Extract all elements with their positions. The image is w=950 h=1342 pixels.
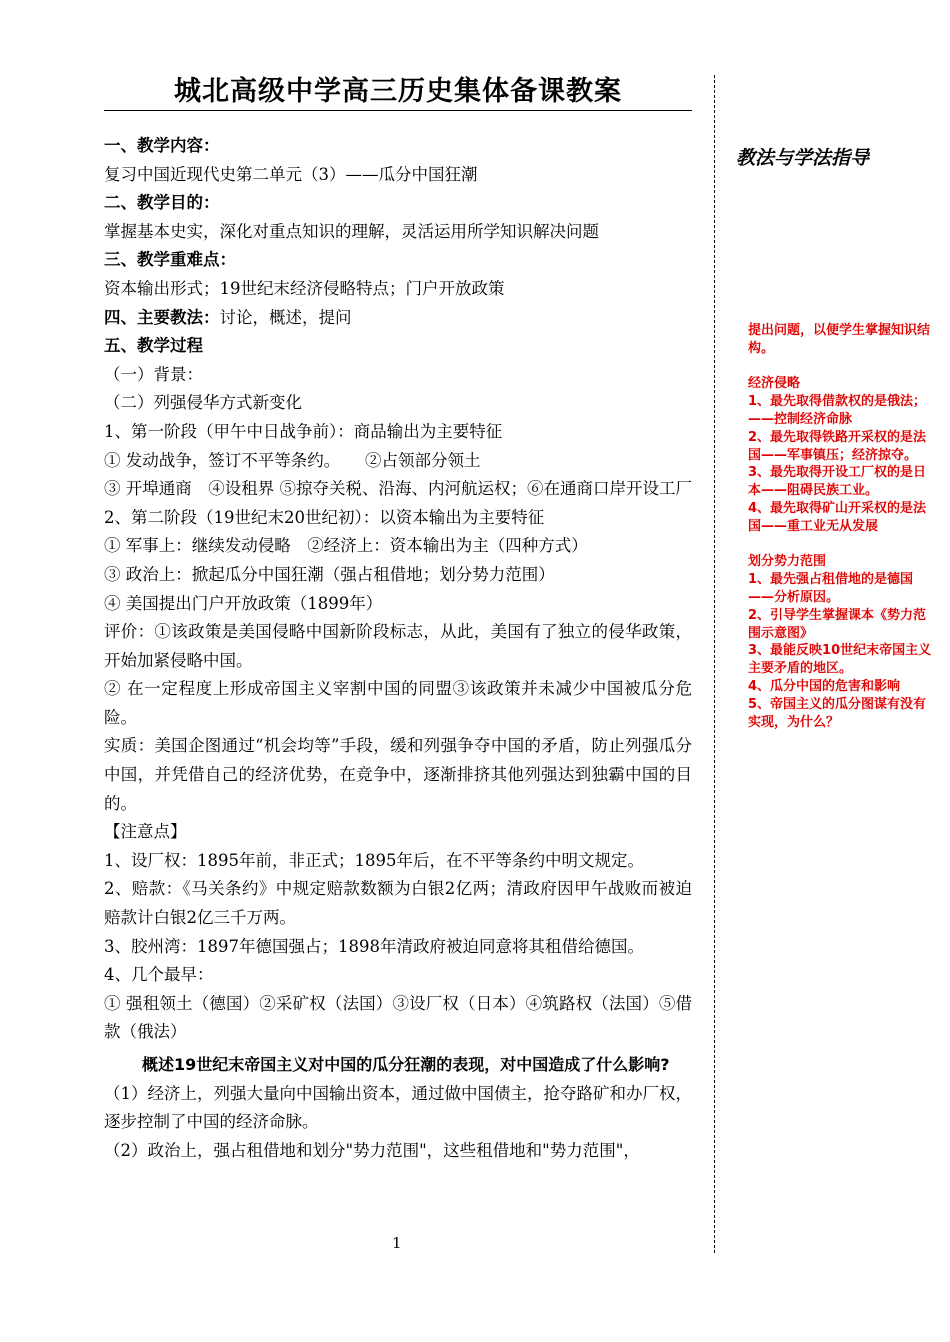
body-line: 3、胶州湾：1897年德国强占；1898年清政府被迫同意将其租借给德国。: [104, 936, 644, 956]
sidebar-note: 1、最先强占租借地的是德国——分析原因。: [748, 572, 914, 605]
sidebar-note: 5、帝国主义的瓜分图谋有没有实现，为什么？: [748, 696, 927, 730]
body-line: 4、几个最早：: [104, 965, 214, 985]
body-line: ④ 美国提出门户开放政策（1899年）: [104, 593, 383, 613]
column-divider: [714, 75, 715, 1253]
body-line: （一）背景：: [104, 364, 203, 384]
body-line: 2、赔款：《马关条约》中规定赔款数额为白银2亿两；清政府因甲午战败而被迫赔款计白银2亿三千万两。: [104, 879, 692, 928]
body-line: 1、设厂权：1895年前，非正式；1895年后，在不平等条约中明文规定。: [104, 850, 644, 870]
body-line: ① 军事上：继续发动侵略 ②经济上：资本输出为主（四种方式）: [104, 536, 588, 556]
body-line: 复习中国近现代史第二单元（3）——瓜分中国狂潮: [104, 164, 478, 184]
sidebar-heading: 教法与学法指导: [736, 147, 870, 169]
sidebar-note: 1、最先取得借款权的是俄法；——控制经济命脉: [748, 394, 927, 427]
section-heading: 三、教学重难点：: [104, 250, 236, 270]
page-title: 城北高级中学高三历史集体备课教案: [174, 76, 622, 107]
section-heading: 一、教学内容：: [104, 136, 220, 155]
page-number: 1: [392, 1234, 402, 1252]
body-line: 掌握基本史实，深化对重点知识的理解，灵活运用所学知识解决问题: [104, 221, 599, 241]
sidebar-note: 4、最先取得矿山开采权的是法国——重工业无从发展: [748, 500, 927, 534]
sidebar-note: 4、瓜分中国的危害和影响: [748, 678, 901, 694]
sidebar-note: 3、最能反映10世纪末帝国主义主要矛盾的地区。: [748, 643, 932, 677]
body-line: 资本输出形式；19世纪末经济侵略特点；门户开放政策: [104, 278, 505, 298]
sidebar-gap: [748, 358, 934, 376]
section-heading: 四、主要教法：讨论，概述，提问: [104, 307, 352, 327]
body-line: （1）经济上，列强大量向中国输出资本，通过做中国债主，抢夺路矿和办厂权，逐步控制了中国的经济命脉。: [104, 1083, 692, 1132]
sidebar-gap: [748, 536, 934, 554]
sidebar-note: 提出问题，以便学生掌握知识结构。: [748, 323, 931, 356]
body-line: ② 在一定程度上形成帝国主义宰割中国的同盟③该政策并未减少中国被瓜分危险。: [104, 679, 692, 727]
body-line: ③ 开埠通商 ④设租界 ⑤掠夺关税、沿海、内河航运权；⑥在通商口岸开设工厂: [104, 479, 692, 499]
lesson-body: [104, 132, 692, 1165]
sidebar-notes: [748, 322, 934, 731]
title-underline: [104, 110, 692, 111]
body-line: （二）列强侵华方式新变化: [104, 393, 302, 413]
sidebar-note: 2、引导学生掌握课本《势力范围示意图》: [748, 607, 927, 641]
question-prompt: 概述19世纪末帝国主义对中国的瓜分狂潮的表现，对中国造成了什么影响?: [142, 1055, 670, 1074]
sidebar-note: 2、最先取得铁路开采权的是法国——军事镇压；经济掠夺。: [748, 429, 927, 463]
body-line: 评价：①该政策是美国侵略中国新阶段标志，从此，美国有了独立的侵华政策，开始加紧侵略中国。: [104, 622, 692, 670]
body-line: 【注意点】: [104, 822, 187, 842]
body-line: 1、第一阶段（甲午中日战争前）：商品输出为主要特征: [104, 421, 503, 441]
section-heading: 五、教学过程: [104, 336, 203, 356]
sidebar-note: 3、最先取得开设工厂权的是日本——阻碍民族工业。: [748, 465, 927, 499]
body-line: 实质：美国企图通过“机会均等”手段，缓和列强争夺中国的矛盾，防止列强瓜分中国，并凭借自己的经济优势，在竞争中，逐渐排挤其他列强达到独霸中国的目的。: [104, 736, 692, 813]
body-line: 2、第二阶段（19世纪末20世纪初）：以资本输出为主要特征: [104, 507, 545, 527]
body-line: ① 强租领土（德国）②采矿权（法国）③设厂权（日本）④筑路权（法国）⑤借款（俄法）: [104, 993, 692, 1042]
sidebar-note: 经济侵略: [748, 376, 801, 392]
body-line: ③ 政治上：掀起瓜分中国狂潮（强占租借地；划分势力范围）: [104, 564, 555, 584]
body-line: ① 发动战争，签订不平等条约。 ②占领部分领土: [104, 450, 481, 470]
sidebar-note: 划分势力范围: [748, 554, 827, 570]
section-heading: 二、教学目的：: [104, 193, 220, 213]
body-line: （2）政治上，强占租借地和划分"势力范围"，这些租借地和"势力范围"，: [104, 1140, 640, 1160]
